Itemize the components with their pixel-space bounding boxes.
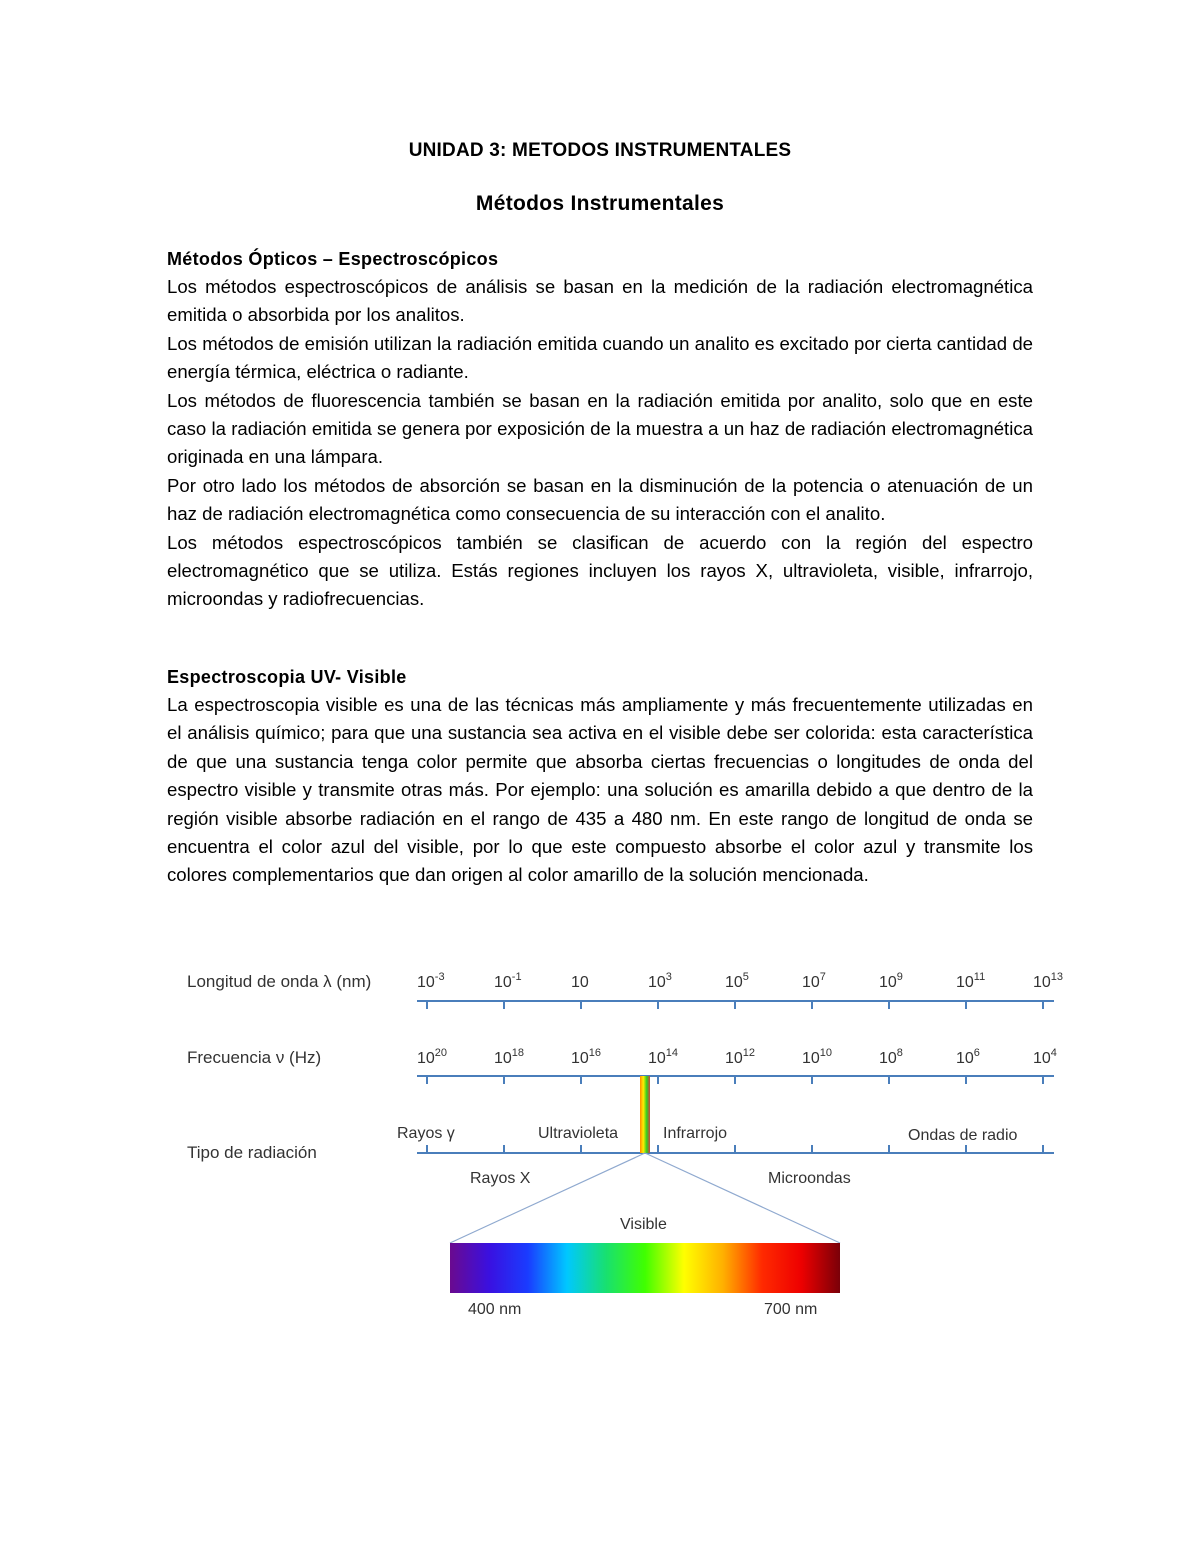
visible-end-label: 700 nm: [764, 1301, 818, 1318]
wavelength-tick-label: $10^{-1}$: [494, 971, 522, 991]
frequency-axis-label: Frecuencia ν (Hz): [187, 1048, 322, 1067]
frequency-tick-label: $10^6$: [956, 1047, 980, 1067]
section-heading: Espectroscopia UV- Visible: [167, 667, 407, 687]
frequency-tick-label: $10^{18}$: [494, 1047, 525, 1067]
section-uv-visible: [167, 663, 1033, 890]
paragraph: Los métodos espectroscópicos de análisis se basan en la medición de la radiación electromagnética emitida o absorbida por los analitos.: [167, 276, 1033, 326]
wavelength-tick-label: $10^9$: [879, 971, 903, 991]
section-optical-methods: [167, 245, 1033, 614]
wavelength-axis-label: Longitud de onda λ (nm): [187, 972, 372, 991]
document-title: UNIDAD 3: METODOS INSTRUMENTALES: [408, 140, 792, 161]
frequency-tick-label: $10^{16}$: [571, 1047, 602, 1067]
radiation-infrared-label: Infrarrojo: [663, 1125, 728, 1142]
zoom-line-right: [645, 1153, 840, 1243]
frequency-tick-label: $10^4$: [1033, 1047, 1057, 1067]
electromagnetic-spectrum-figure: [180, 960, 1080, 1330]
paragraph: Por otro lado los métodos de absorción se basan en la disminución de la potencia o atenuación de un haz de radiación electromagnética como consecuencia de su interacción con el analito.: [167, 474, 1033, 525]
visible-start-label: 400 nm: [468, 1301, 522, 1318]
frequency-tick-label: $10^{12}$: [725, 1047, 756, 1067]
wavelength-tick-label: $10^{11}$: [956, 971, 986, 991]
wavelength-tick-label: $10^7$: [802, 971, 826, 991]
radiation-microwave-label: Microondas: [768, 1170, 851, 1187]
radiation-radio-label: Ondas de radio: [908, 1127, 1018, 1144]
spectrum-diagram: [180, 960, 1080, 1330]
ticks-layer: [417, 971, 1063, 1153]
visible-spectrum-bar: [450, 1243, 840, 1293]
frequency-tick-label: $10^{10}$: [802, 1047, 833, 1067]
paragraph: Los métodos de fluorescencia también se basan en la radiación emitida por analito, solo que en este caso la radiación emitida se genera por exposición de la muestra a un haz de radiación electromagnética originada en una lámpara.: [167, 389, 1033, 468]
visible-stripe: [640, 1076, 650, 1153]
radiation-xray-label: Rayos X: [470, 1170, 531, 1187]
paragraph: Los métodos de emisión utilizan la radiación emitida cuando un analito es excitado por cierta cantidad de energía térmica, eléctrica o radiante.: [167, 332, 1033, 383]
wavelength-tick-label: $10^{13}$: [1033, 971, 1064, 991]
wavelength-tick-label: $10^5$: [725, 971, 749, 991]
wavelength-tick-label: $10^{-3}$: [417, 971, 445, 991]
radiation-ultraviolet-label: Ultravioleta: [538, 1125, 619, 1142]
zoom-line-left: [450, 1153, 645, 1243]
visible-label: Visible: [620, 1216, 667, 1233]
frequency-tick-label: $10^8$: [879, 1047, 903, 1067]
section-heading: Métodos Ópticos – Espectroscópicos: [167, 249, 499, 269]
radiation-gamma-label: Rayos γ: [397, 1125, 455, 1142]
frequency-tick-label: $10^{14}$: [648, 1047, 679, 1067]
radiation-type-label: Tipo de radiación: [187, 1143, 317, 1162]
frequency-tick-label: $10^{20}$: [417, 1047, 448, 1067]
wavelength-tick-label: 10: [571, 974, 589, 991]
document-subtitle: Métodos Instrumentales: [475, 192, 725, 215]
paragraph: Los métodos espectroscópicos también se clasifican de acuerdo con la región del espectro electromagnético que se utiliza. Estás regiones incluyen los rayos X, ultravioleta, visible, infrarrojo, microondas y radiofrecuencias.: [167, 531, 1033, 610]
wavelength-tick-label: $10^3$: [648, 971, 672, 991]
paragraph: La espectroscopia visible es una de las técnicas más ampliamente y más frecuentemente utilizadas en el análisis químico; para que una sustancia sea activa en el visible debe ser colorida: esta característica de que una sustancia tenga color permite que absorba ciertas frecuencias o longitudes de onda del espectro visible y transmite otras más. Por ejemplo: una solución es amarilla debido a que dentro de la región visible absorbe radiación en el rango de 435 a 480 nm. En este rango de longitud de onda se encuentra el color azul del visible, por lo que este compuesto absorbe el color azul y transmite los colores complementarios que dan origen al color amarillo de la solución mencionada.: [167, 694, 1033, 886]
